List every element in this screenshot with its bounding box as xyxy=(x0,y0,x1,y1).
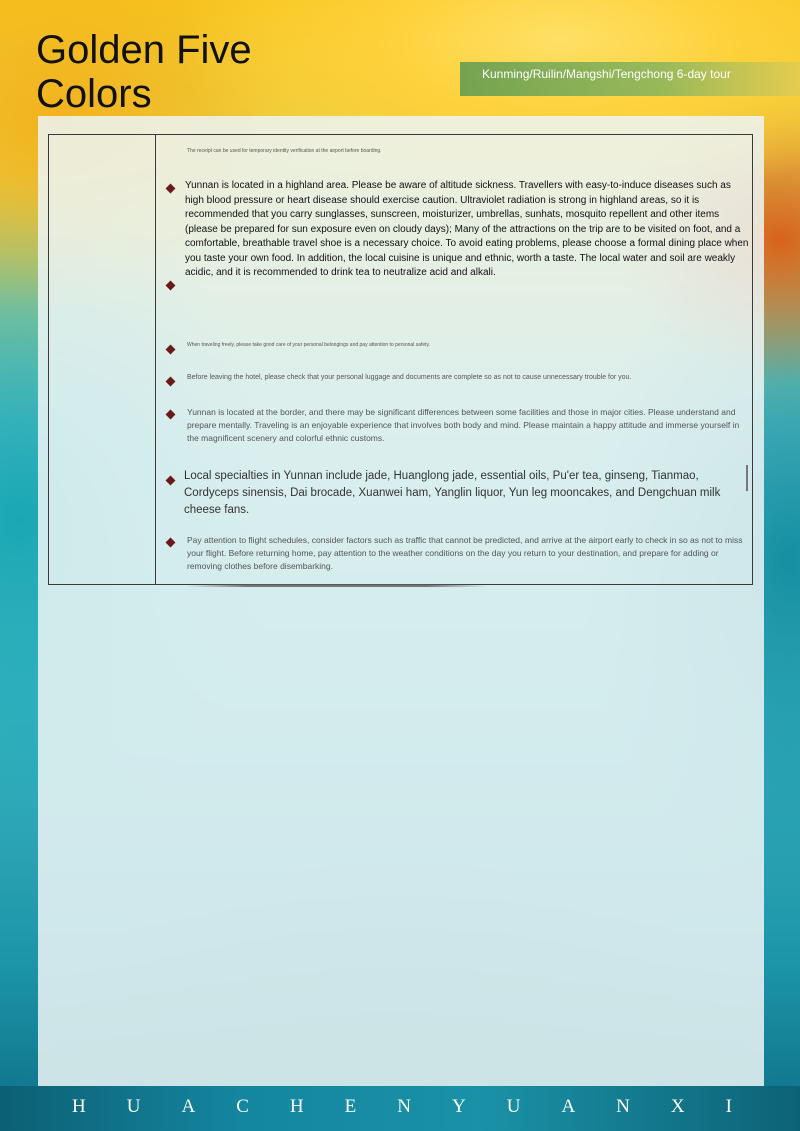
note-specialties: Local specialties in Yunnan include jade, Huanglong jade, essential oils, Pu'er tea, ginseng, Tianmao, Cordyceps sinensis, Dai brocade, Xuanwei ham, Yanglin liquor, Yun leg mooncakes, and Dengchuan milk cheese fans. xyxy=(184,470,721,516)
bullet-icon xyxy=(166,345,176,355)
bullet-icon xyxy=(166,281,176,291)
note-flight: Pay attention to flight schedules, consider factors such as traffic that cannot be predicted, and arrive at the airport early to check in so as not to miss your flight. Before returning home, pay attention to the weather conditions on the day you return to your destination, and prepare for adding or removing clothes before disembarking. xyxy=(187,535,743,571)
notes-table xyxy=(48,134,753,585)
footer-letter: X xyxy=(670,1096,685,1117)
bullet-icon xyxy=(166,538,176,548)
footer-brand xyxy=(72,1096,732,1118)
footer-letter: A xyxy=(561,1096,576,1117)
note-belongings: When traveling freely, please take good care of your personal belongings and pay attention to personal safety. xyxy=(187,342,431,348)
route-banner xyxy=(460,62,800,96)
footer-letter: U xyxy=(126,1096,141,1117)
underline-bar xyxy=(187,584,487,587)
note-receipt: The receipt can be used for temporary identity verification at the airport before boarding. xyxy=(187,148,382,154)
footer-letter: H xyxy=(289,1096,304,1117)
bullet-icon xyxy=(166,410,176,420)
footer-letter: N xyxy=(397,1096,411,1117)
route-text: Kunming/Ruilin/Mangshi/Tengchong 6-day tour xyxy=(482,67,731,81)
notes-column xyxy=(155,135,752,584)
note-border: Yunnan is located at the border, and there may be significant differences between some facilities and those in major cities. Please understand and prepare mentally. Traveling is an enjoyable experience that involves both body and mind. Please maintain a happy attitude and immerse yourself in the magnificent scenery and colorful ethnic customs. xyxy=(187,407,740,443)
footer-letter: N xyxy=(616,1096,630,1117)
footer-letter: Y xyxy=(451,1096,466,1117)
scrollbar-thumb[interactable] xyxy=(746,465,748,491)
note-highland: Yunnan is located in a highland area. Please be aware of altitude sickness. Travellers with easy-to-induce diseases such as high blood pressure or heart disease should exercise caution. Ultraviolet radiation is strong in highland areas, so it is recommended that you carry sunglasses, sunscreen, moisturizer, umbrellas, sunhats, mosquito repellent and other items (please be prepared for sun exposure even on cloudy days); Many of the attractions on the trip are to be visited on foot, and a comfortable, breathable travel shoe is a necessary choice. To avoid eating problems, please choose a formal dining place when you taste your own food. In addition, the local cuisine is unique and ethnic, worth a taste. The local water and soil are weakly acidic, and it is recommended to drink tea to neutralize acid and alkali. xyxy=(185,180,749,278)
note-hotel: Before leaving the hotel, please check that your personal luggage and documents are complete so as not to cause unnecessary trouble for you. xyxy=(187,374,632,381)
footer-letter: U xyxy=(506,1096,521,1117)
content-panel xyxy=(38,116,764,1086)
footer-letter: I xyxy=(725,1096,732,1117)
page-title: Golden Five Colors xyxy=(36,28,252,116)
bullet-icon xyxy=(166,184,176,194)
bullet-icon xyxy=(166,377,176,387)
bullet-icon xyxy=(166,476,176,486)
footer-letter: C xyxy=(236,1096,249,1117)
footer-letter: A xyxy=(181,1096,196,1117)
footer-letter: H xyxy=(72,1096,86,1117)
footer-letter: E xyxy=(344,1096,357,1117)
footer-band xyxy=(0,1086,800,1131)
